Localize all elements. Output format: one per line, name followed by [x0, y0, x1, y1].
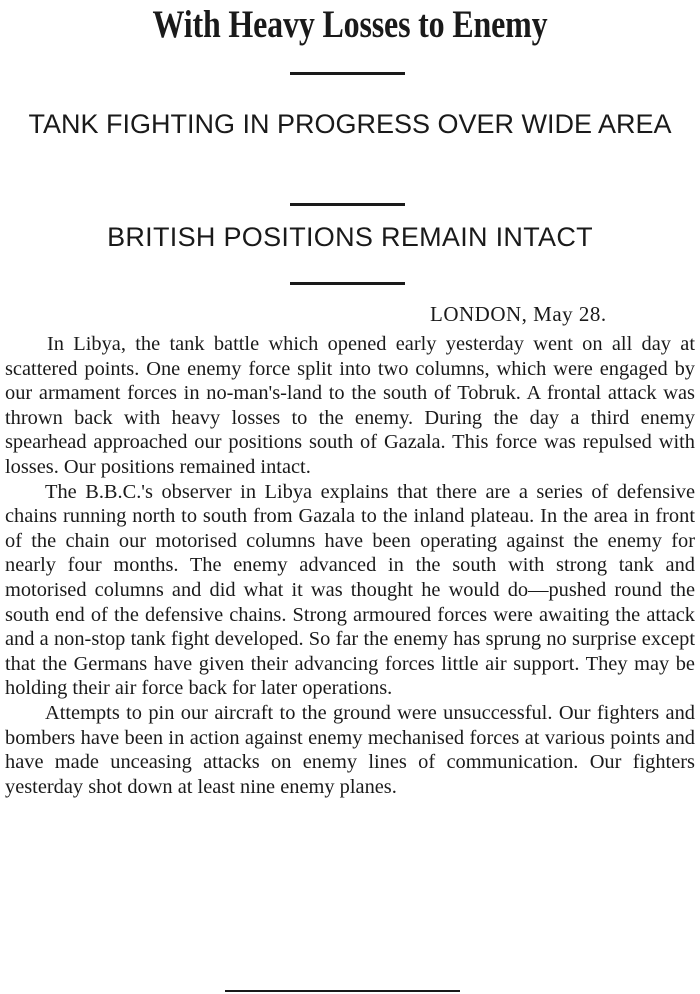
article-paragraph: In Libya, the tank battle which opened early yesterday went on all day at scattered points. One enemy force split into two columns, which were engaged by our armament forces in no-man's-land to the south of Tobruk. A frontal attack was thrown back with heavy losses to the enemy. During the day a third enemy spearhead approached our positions south of Gazala. This force was repulsed with losses. Our positions remained intact. [5, 333, 695, 478]
dateline: LONDON, May 28. [430, 302, 607, 326]
dateline-divider [290, 282, 405, 285]
headline-divider [290, 72, 405, 75]
end-rule [225, 990, 460, 992]
article-headline: With Heavy Losses to Enemy [152, 3, 548, 46]
article-subheadline: TANK FIGHTING IN PROGRESS OVER WIDE AREA [28, 109, 672, 139]
article-paragraph: The B.B.C.'s observer in Libya explains that there are a series of defensive chains running north to south from Gazala to the inland plateau. In the area in front of the chain our motorised columns have been operating against the enemy for nearly four months. The enemy advanced in the south with strong tank and motorised columns and did what it was thought he would do—pushed round the south end of the defensive chains. Strong armoured forces were awaiting the attack and a non-stop tank fight developed. So far the enemy has sprung no surprise except that the Germans have given their advancing forces little air support. They may be holding their air force back for later operations. [5, 480, 695, 700]
article-paragraph: Attempts to pin our aircraft to the ground were unsuccessful. Our fighters and bombers have been in action against enemy mechanised forces at various points and have made unceasing attacks on enemy lines of communication. Our fighters yesterday shot down at least nine enemy planes. [5, 701, 695, 798]
article-body [5, 332, 695, 799]
article-subheadline-secondary: BRITISH POSITIONS REMAIN INTACT [107, 222, 593, 252]
subheadline-divider [290, 203, 405, 206]
